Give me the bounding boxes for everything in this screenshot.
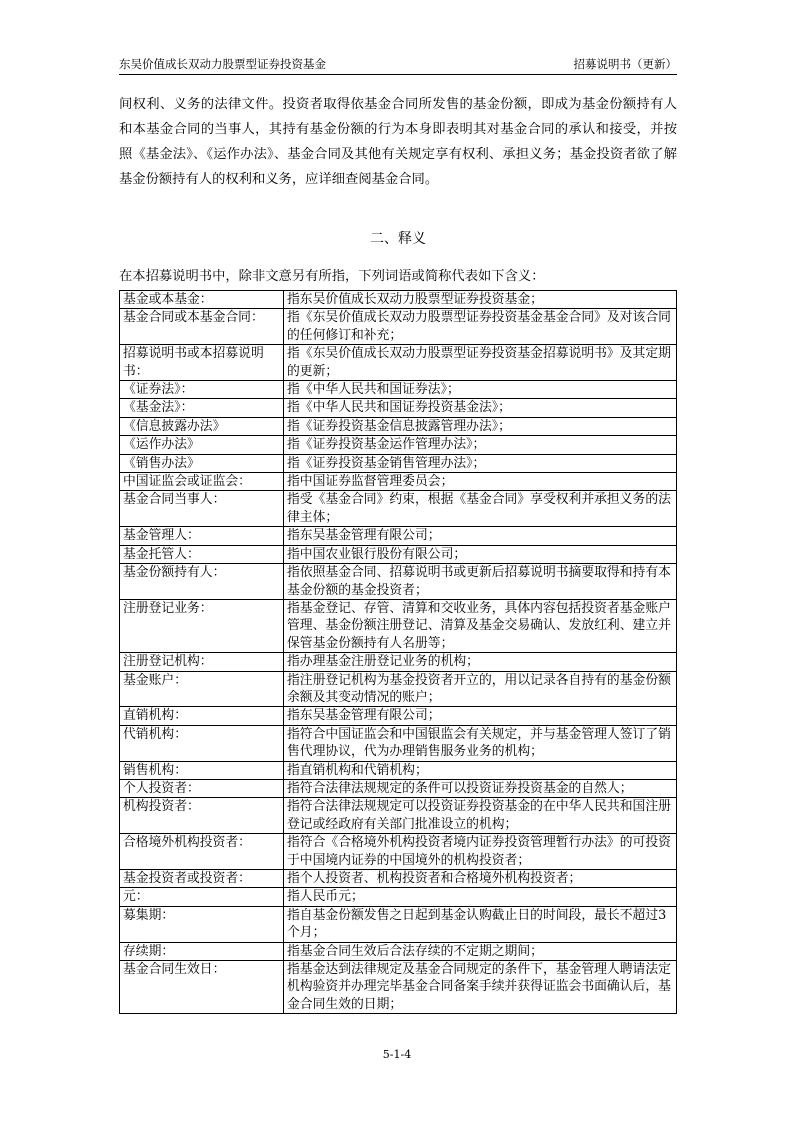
definition-meaning: 指中国农业银行股份有限公司；	[284, 545, 677, 563]
page-header	[119, 52, 677, 75]
definition-row	[120, 454, 677, 472]
definition-meaning: 指个人投资者、机构投资者和合格境外机构投资者；	[284, 870, 677, 888]
definition-row	[120, 381, 677, 399]
definition-term: 基金托管人：	[120, 545, 284, 563]
definition-row	[120, 961, 677, 1014]
definition-row	[120, 291, 677, 309]
definition-row	[120, 564, 677, 600]
definition-term: 销售机构：	[120, 761, 284, 779]
header-doc-title: 招募说明书（更新）	[573, 57, 677, 71]
definition-row	[120, 599, 677, 652]
definition-row	[120, 942, 677, 960]
definition-row	[120, 888, 677, 906]
definition-row	[120, 707, 677, 725]
definition-meaning: 指《中华人民共和国证券投资基金法》；	[284, 399, 677, 417]
definition-term: 基金合同当事人：	[120, 491, 284, 527]
definition-meaning: 指符合《合格境外机构投资者境内证券投资管理暂行办法》的可投资于中国境内证券的中国境外的机构投资者；	[284, 834, 677, 870]
definition-term: 机构投资者：	[120, 798, 284, 834]
definition-meaning: 指《证券投资基金运作管理办法》；	[284, 436, 677, 454]
definition-term: 基金账户：	[120, 671, 284, 707]
definition-meaning: 指东吴基金管理有限公司；	[284, 707, 677, 725]
definition-row	[120, 779, 677, 797]
definition-term: 基金投资者或投资者：	[120, 870, 284, 888]
definition-row	[120, 653, 677, 671]
definition-term: 存续期：	[120, 942, 284, 960]
definitions-lead: 在本招募说明书中，除非文意另有所指，下列词语或简称代表如下含义：	[119, 269, 545, 284]
definition-meaning: 指基金合同生效后合法存续的不定期之期间；	[284, 942, 677, 960]
definition-term: 元：	[120, 888, 284, 906]
definition-meaning: 指注册登记机构为基金投资者开立的，用以记录各自持有的基金份额余额及其变动情况的账户；	[284, 671, 677, 707]
definition-term: 个人投资者：	[120, 779, 284, 797]
definition-term: 基金合同生效日：	[120, 961, 284, 1014]
definition-term: 《证券法》：	[120, 381, 284, 399]
definition-row	[120, 491, 677, 527]
definition-term: 基金合同或本基金合同：	[120, 309, 284, 345]
definition-row	[120, 399, 677, 417]
definition-meaning: 指依照基金合同、招募说明书或更新后招募说明书摘要取得和持有本基金份额的基金投资者；	[284, 564, 677, 600]
definition-meaning: 指中国证券监督管理委员会；	[284, 473, 677, 491]
definition-meaning: 指符合中国证监会和中国银监会有关规定，并与基金管理人签订了销售代理协议，代为办理销售服务业务的机构；	[284, 725, 677, 761]
definition-row	[120, 417, 677, 435]
definition-term: 中国证监会或证监会：	[120, 473, 284, 491]
definition-row	[120, 834, 677, 870]
definition-meaning: 指《中华人民共和国证券法》；	[284, 381, 677, 399]
definition-term: 招募说明书或本招募说明书：	[120, 345, 284, 381]
definition-meaning: 指基金登记、存管、清算和交收业务，具体内容包括投资者基金账户管理、基金份额注册登记、清算及基金交易确认、发放红利、建立并保管基金份额持有人名册等；	[284, 599, 677, 652]
definition-term: 《运作办法》	[120, 436, 284, 454]
definition-meaning: 指《证券投资基金信息披露管理办法》；	[284, 417, 677, 435]
definition-term: 《信息披露办法》	[120, 417, 284, 435]
definition-meaning: 指符合法律法规规定的条件可以投资证券投资基金的自然人；	[284, 779, 677, 797]
definition-meaning: 指东吴基金管理有限公司；	[284, 527, 677, 545]
definition-row	[120, 309, 677, 345]
definition-meaning: 指符合法律法规规定可以投资证券投资基金的在中华人民共和国注册登记或经政府有关部门批准设立的机构；	[284, 798, 677, 834]
definition-meaning: 指受《基金合同》约束，根据《基金合同》享受权利并承担义务的法律主体；	[284, 491, 677, 527]
definitions-table-body	[120, 291, 677, 1014]
definition-term: 注册登记业务：	[120, 599, 284, 652]
definition-row	[120, 761, 677, 779]
definition-meaning: 指东吴价值成长双动力股票型证券投资基金；	[284, 291, 677, 309]
definitions-table	[119, 290, 677, 1014]
definition-meaning: 指基金达到法律规定及基金合同规定的条件下，基金管理人聘请法定机构验资并办理完毕基金合同备案手续并获得证监会书面确认后，基金合同生效的日期；	[284, 961, 677, 1014]
definition-term: 注册登记机构：	[120, 653, 284, 671]
definition-term: 《基金法》：	[120, 399, 284, 417]
definition-row	[120, 671, 677, 707]
definition-row	[120, 527, 677, 545]
section-title: 二、释义	[370, 231, 426, 247]
definition-row	[120, 436, 677, 454]
definition-term: 《销售办法》	[120, 454, 284, 472]
header-fund-name: 东吴价值成长双动力股票型证券投资基金	[119, 57, 326, 71]
definition-row	[120, 345, 677, 381]
definition-row	[120, 473, 677, 491]
definition-meaning: 指《东吴价值成长双动力股票型证券投资基金招募说明书》及其定期的更新；	[284, 345, 677, 381]
definition-meaning: 指直销机构和代销机构；	[284, 761, 677, 779]
definition-term: 基金管理人：	[120, 527, 284, 545]
definition-term: 基金份额持有人：	[120, 564, 284, 600]
definition-meaning: 指办理基金注册登记业务的机构；	[284, 653, 677, 671]
definition-term: 直销机构：	[120, 707, 284, 725]
definition-row	[120, 798, 677, 834]
definition-row	[120, 545, 677, 563]
definition-meaning: 指自基金份额发售之日起到基金认购截止日的时间段，最长不超过3个月；	[284, 906, 677, 942]
definition-term: 代销机构：	[120, 725, 284, 761]
intro-paragraph: 间权利、义务的法律文件。投资者取得依基金合同所发售的基金份额，即成为基金份额持有人和本基金合同的当事人，其持有基金份额的行为本身即表明其对基金合同的承认和接受，并按照《基金法》、《运作办法》、基金合同及其他有关规定享有权利、承担义务；基金投资者欲了解基金份额持有人的权利和义务，应详细查阅基金合同。	[119, 97, 677, 187]
page-number: 5-1-4	[382, 1048, 412, 1061]
definition-meaning: 指人民币元；	[284, 888, 677, 906]
definition-meaning: 指《证券投资基金销售管理办法》；	[284, 454, 677, 472]
definition-row	[120, 906, 677, 942]
definition-row	[120, 870, 677, 888]
definition-term: 募集期：	[120, 906, 284, 942]
definition-meaning: 指《东吴价值成长双动力股票型证券投资基金基金合同》及对该合同的任何修订和补充；	[284, 309, 677, 345]
definition-term: 合格境外机构投资者：	[120, 834, 284, 870]
definition-row	[120, 725, 677, 761]
definition-term: 基金或本基金：	[120, 291, 284, 309]
